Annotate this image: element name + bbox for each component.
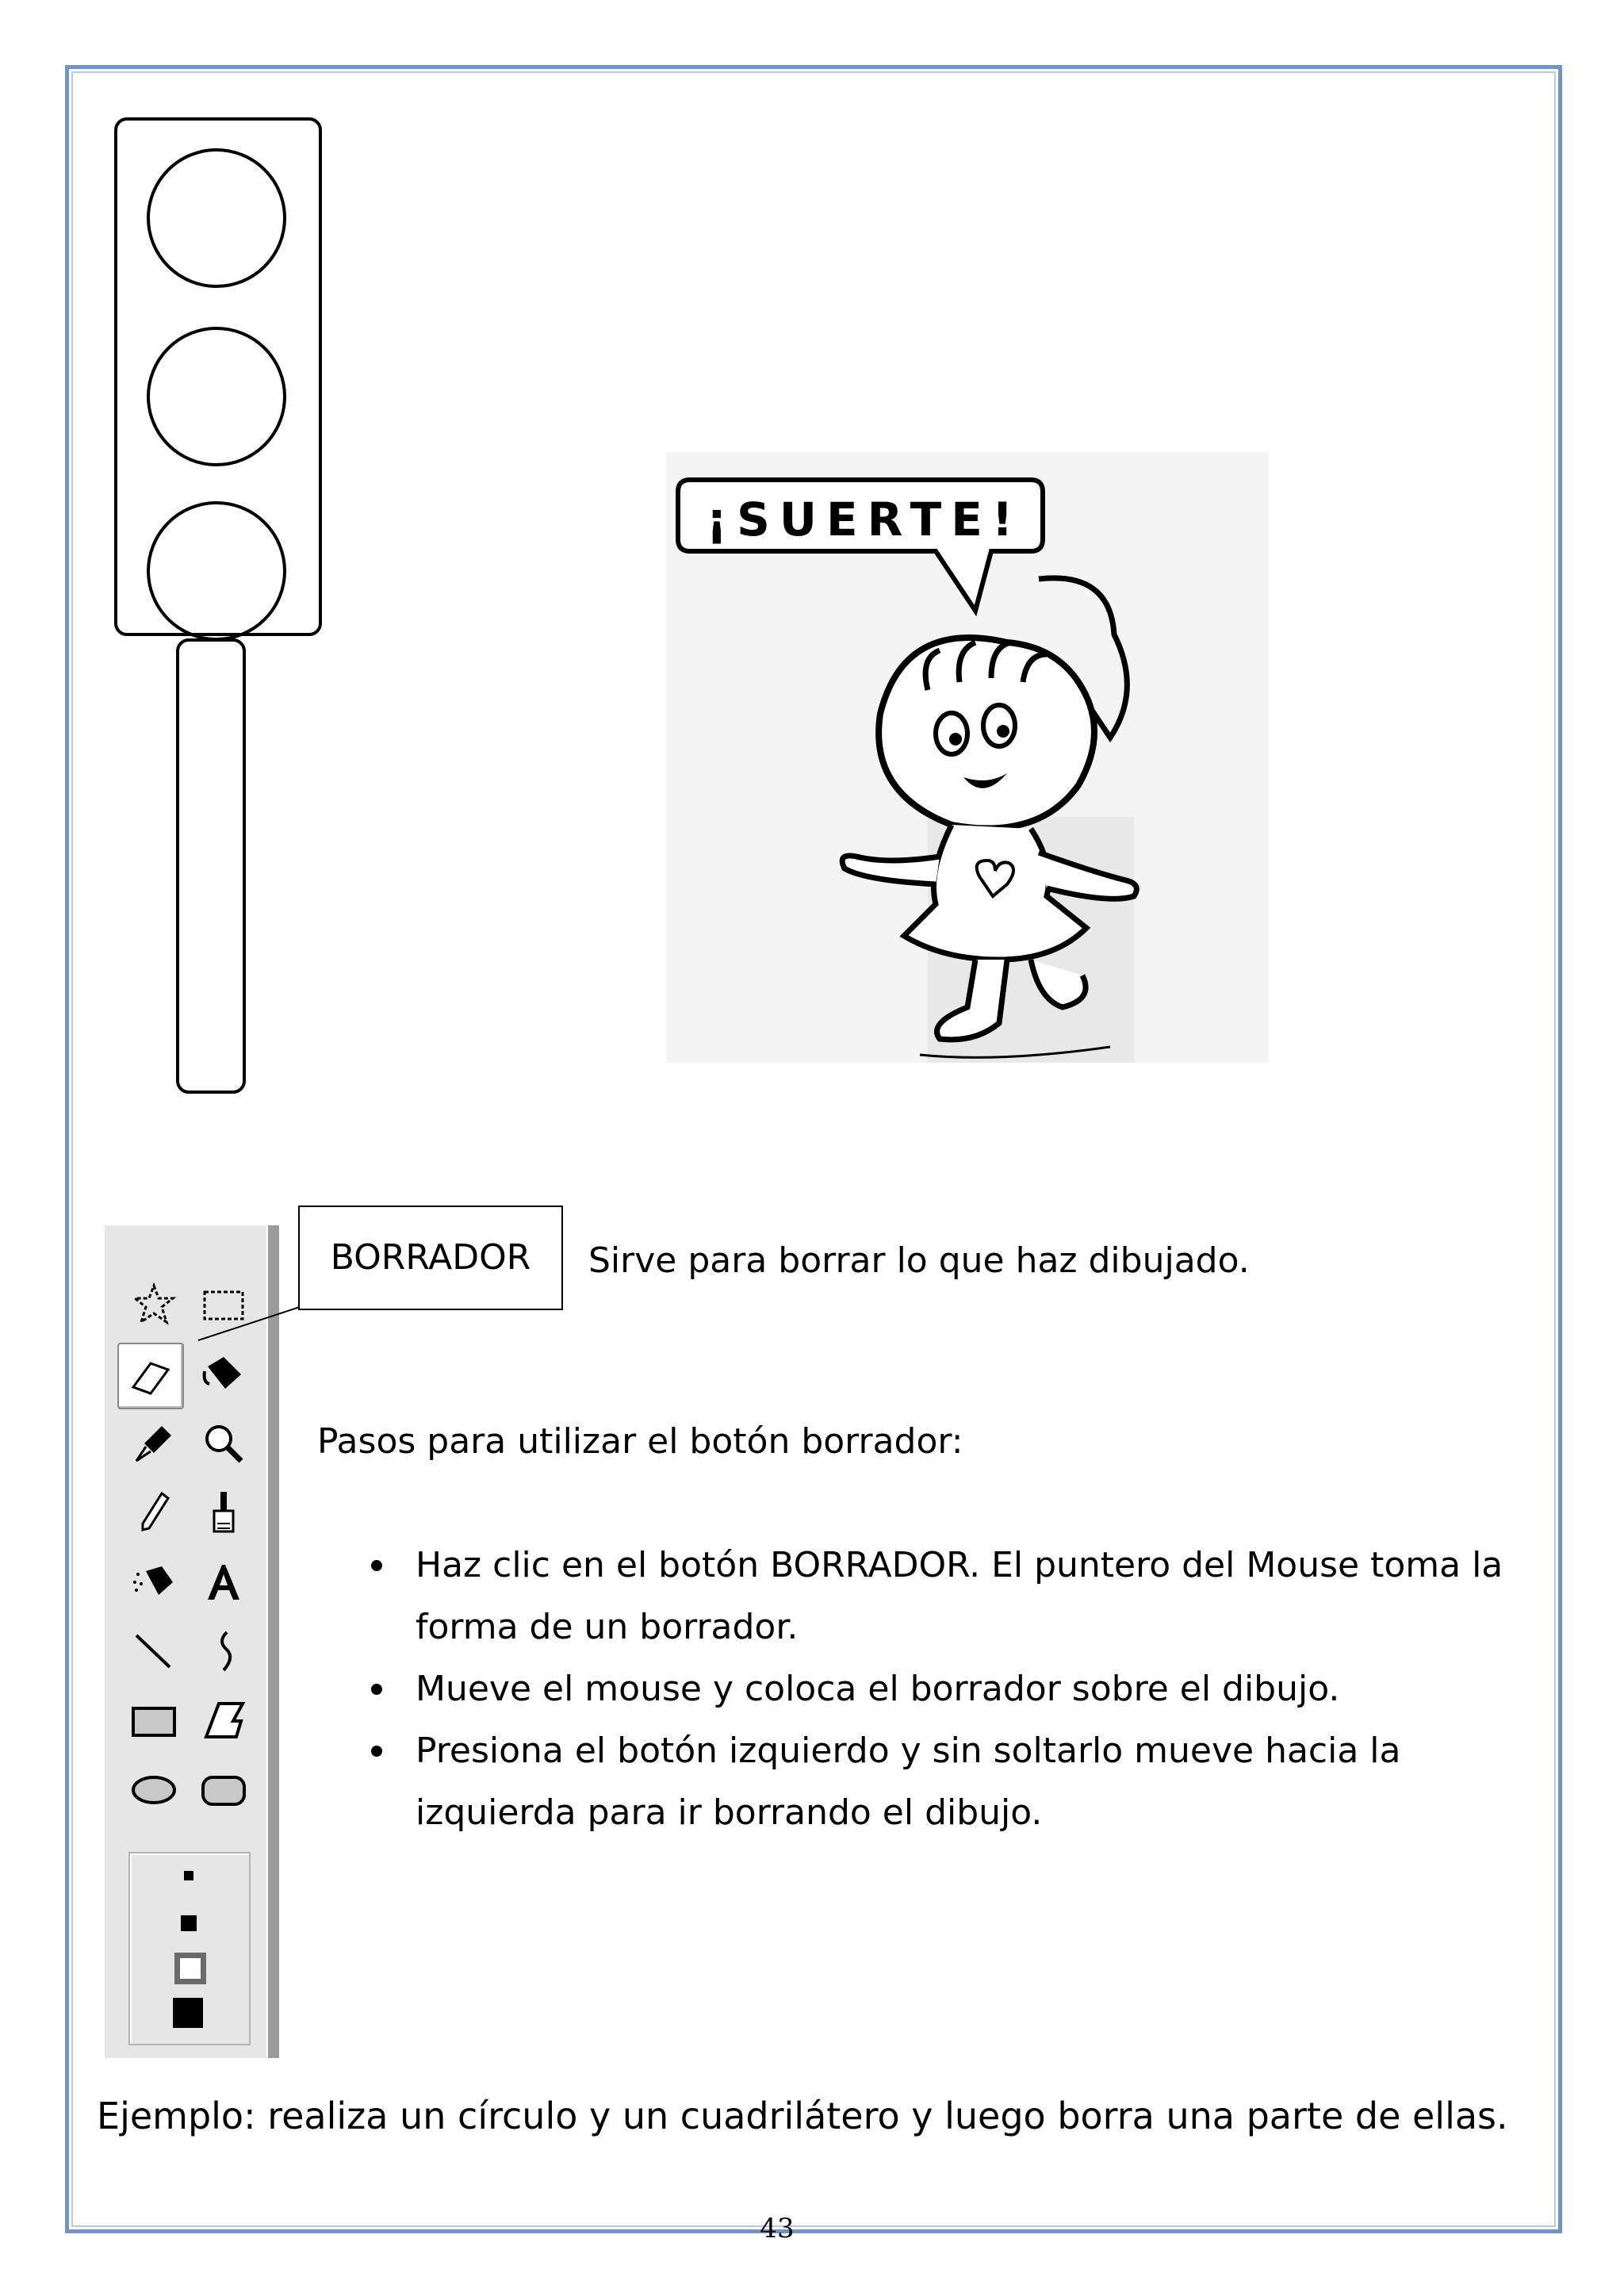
traffic-light-bottom-circle	[148, 503, 285, 639]
toolbox-rail	[266, 1225, 279, 2058]
magnifier-icon	[200, 1420, 247, 1467]
steps-heading: Pasos para utilizar el botón borrador:	[317, 1421, 963, 1462]
curve-tool-icon	[200, 1627, 247, 1675]
brush-icon	[200, 1489, 247, 1536]
line-tool[interactable]	[122, 1619, 186, 1683]
eraser-tool[interactable]	[117, 1343, 184, 1409]
list-item: Haz clic en el botón BORRADOR. El puntero del Mouse toma la forma de un borrador.	[365, 1535, 1546, 1658]
rounded-rect-tool[interactable]	[192, 1758, 255, 1822]
text-tool-icon	[200, 1558, 247, 1606]
color-picker-tool[interactable]	[122, 1412, 186, 1475]
rectangle-tool[interactable]	[122, 1689, 186, 1753]
paint-toolbox	[105, 1225, 279, 2058]
traffic-light-middle-circle	[148, 328, 285, 465]
text-tool[interactable]	[192, 1550, 255, 1614]
rect-select-icon	[200, 1281, 247, 1328]
eraser-size-options	[128, 1852, 251, 2045]
magnifier-tool[interactable]	[192, 1412, 255, 1475]
eraser-size-l[interactable]	[173, 1998, 203, 2028]
curve-tool[interactable]	[192, 1619, 255, 1683]
rounded-rect-tool-icon	[200, 1766, 247, 1814]
free-select-tool[interactable]	[122, 1273, 186, 1336]
pencil-tool[interactable]	[122, 1481, 186, 1544]
eraser-size-s[interactable]	[181, 1915, 197, 1931]
eraser-description: Sirve para borrar lo que haz dibujado.	[588, 1240, 1250, 1281]
line-tool-icon	[130, 1627, 178, 1675]
airbrush-tool[interactable]	[122, 1550, 186, 1614]
brush-tool[interactable]	[192, 1481, 255, 1544]
pencil-icon	[130, 1489, 178, 1536]
polygon-tool-icon	[200, 1697, 247, 1745]
eraser-size-m-selected[interactable]	[174, 1953, 206, 1984]
free-select-icon	[130, 1281, 178, 1328]
traffic-light-top-circle	[148, 150, 285, 286]
list-item: Mueve el mouse y coloca el borrador sobre el dibujo.	[365, 1658, 1546, 1720]
eraser-callout-label: BORRADOR	[330, 1237, 531, 1278]
eraser-callout-box	[298, 1205, 563, 1310]
color-picker-icon	[130, 1420, 178, 1467]
speech-bubble-text: ¡SUERTE!	[706, 493, 1023, 546]
rect-select-tool[interactable]	[192, 1273, 255, 1336]
list-item: Presiona el botón izquierdo y sin soltarlo mueve hacia la izquierda para ir borrando el dibujo.	[365, 1720, 1546, 1844]
airbrush-icon	[130, 1558, 178, 1606]
ellipse-tool-icon	[130, 1766, 178, 1814]
steps-list	[365, 1535, 1546, 1844]
rectangle-tool-icon	[130, 1697, 178, 1745]
fill-bucket-tool[interactable]	[192, 1343, 255, 1406]
fill-bucket-icon	[200, 1351, 247, 1398]
polygon-tool[interactable]	[192, 1689, 255, 1753]
page-number: 43	[760, 2213, 795, 2244]
eraser-icon	[127, 1352, 174, 1400]
eraser-size-xs[interactable]	[184, 1871, 193, 1880]
traffic-light-drawing	[111, 115, 333, 1098]
ellipse-tool[interactable]	[122, 1758, 186, 1822]
example-instruction: Ejemplo: realiza un círculo y un cuadrilátero y luego borra una parte de ellas.	[97, 2095, 1508, 2137]
